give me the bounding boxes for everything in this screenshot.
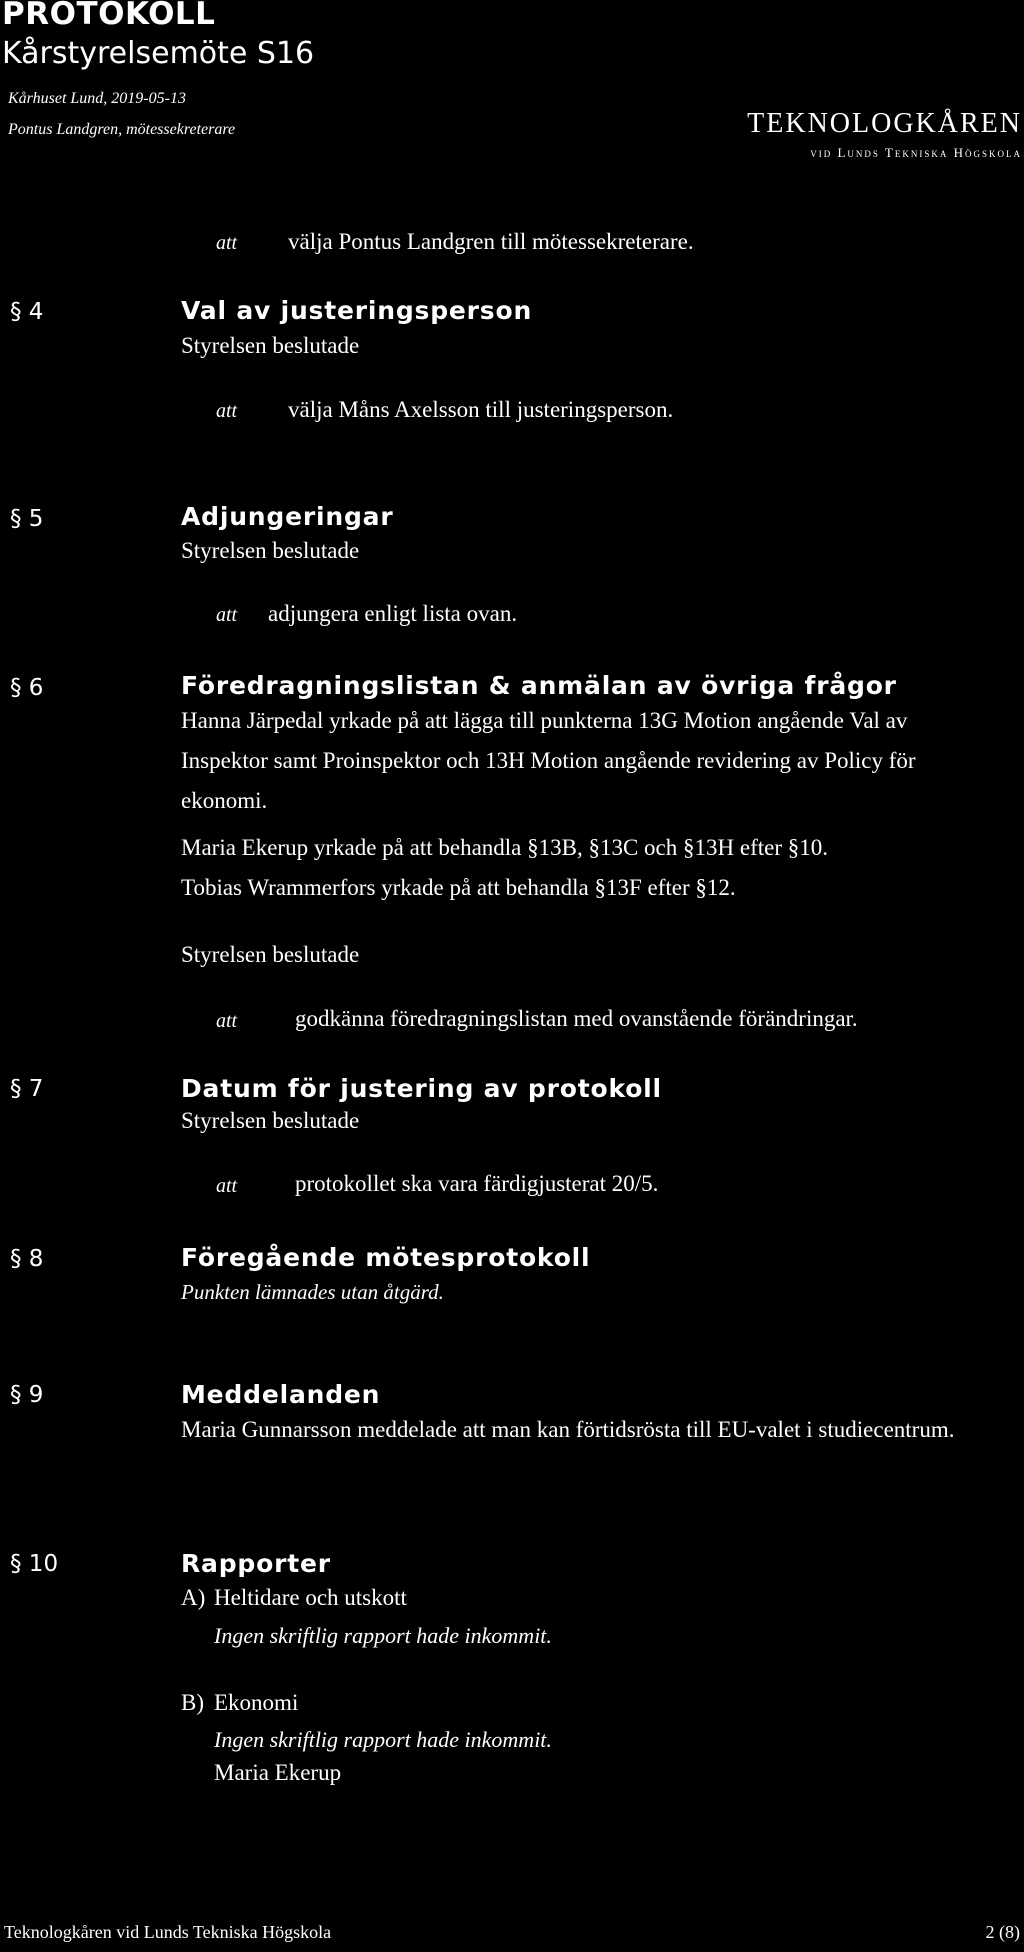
att-label: att	[216, 604, 238, 626]
report-item-letter: B)	[181, 1690, 204, 1715]
decision-text: protokollet ska vara färdigjusterat 20/5.	[295, 1171, 659, 1196]
section-heading: Föredragningslistan & anmälan av övriga frågor	[181, 671, 897, 700]
page-number: 2 (8)	[985, 1922, 1020, 1942]
section-heading: Datum för justering av protokoll	[181, 1074, 662, 1103]
section-heading: Adjungeringar	[181, 502, 394, 531]
section-paragraph: Hanna Järpedal yrkade på att lägga till punkterna 13G Motion angående Val av Inspektor samt Proinspektor och 13H Motion angående revidering av Policy för ekonomi.	[181, 708, 916, 813]
section-number: § 8	[10, 1246, 44, 1272]
section-note: Punkten lämnades utan åtgärd.	[181, 1280, 444, 1304]
decision-text: adjungera enligt lista ovan.	[268, 601, 518, 626]
meeting-secretary: Pontus Landgren, mötessekreterare	[8, 121, 236, 138]
section-number: § 4	[10, 299, 44, 325]
organization-name: TEKNOLOGKÅREN	[747, 108, 1022, 139]
decision-text: välja Pontus Landgren till mötessekreterare.	[288, 229, 694, 254]
report-item-label: Ekonomi	[214, 1690, 299, 1715]
att-label: att	[216, 232, 238, 254]
section-heading: Val av justeringsperson	[181, 296, 533, 325]
att-label: att	[216, 1175, 238, 1197]
section-body: Styrelsen beslutade	[181, 1108, 360, 1133]
report-item-label: Heltidare och utskott	[214, 1585, 407, 1610]
organization-subtitle: vid Lunds Tekniska Högskola	[810, 145, 1022, 160]
meeting-location-date: Kårhuset Lund, 2019-05-13	[8, 90, 186, 107]
report-item-letter: A)	[181, 1585, 206, 1610]
section-paragraph: Maria Gunnarsson meddelade att man kan förtidsrösta till EU-valet i studiecentrum.	[181, 1417, 955, 1442]
report-item-note: Ingen skriftlig rapport hade inkommit.	[214, 1727, 552, 1752]
section-number: § 10	[10, 1551, 59, 1577]
section-paragraph-line: Maria Ekerup yrkade på att behandla §13B, §13C och §13H efter §10.	[181, 835, 828, 860]
section-paragraph-line: Tobias Wrammerfors yrkade på att behandla §13F efter §12.	[181, 875, 736, 900]
section-heading: Meddelanden	[181, 1380, 381, 1409]
section-number: § 6	[10, 675, 44, 701]
document-subtitle: Kårstyrelsemöte S16	[2, 36, 315, 71]
section-number: § 5	[10, 506, 44, 532]
section-body: Styrelsen beslutade	[181, 333, 360, 358]
decision-text: godkänna föredragningslistan med ovanstående förändringar.	[295, 1006, 858, 1031]
section-heading: Rapporter	[181, 1549, 331, 1578]
report-item-person: Maria Ekerup	[214, 1760, 342, 1785]
report-item-note: Ingen skriftlig rapport hade inkommit.	[214, 1623, 552, 1648]
document-title: PROTOKOLL	[2, 0, 216, 32]
section-body: Styrelsen beslutade	[181, 538, 360, 563]
att-label: att	[216, 1010, 238, 1032]
section-body: Styrelsen beslutade	[181, 942, 360, 967]
att-label: att	[216, 400, 238, 422]
section-number: § 7	[10, 1076, 44, 1102]
section-number: § 9	[10, 1382, 44, 1408]
section-heading: Föregående mötesprotokoll	[181, 1243, 591, 1272]
decision-text: välja Måns Axelsson till justeringsperson.	[288, 397, 674, 422]
footer-organization: Teknologkåren vid Lunds Tekniska Högskola	[4, 1922, 332, 1942]
